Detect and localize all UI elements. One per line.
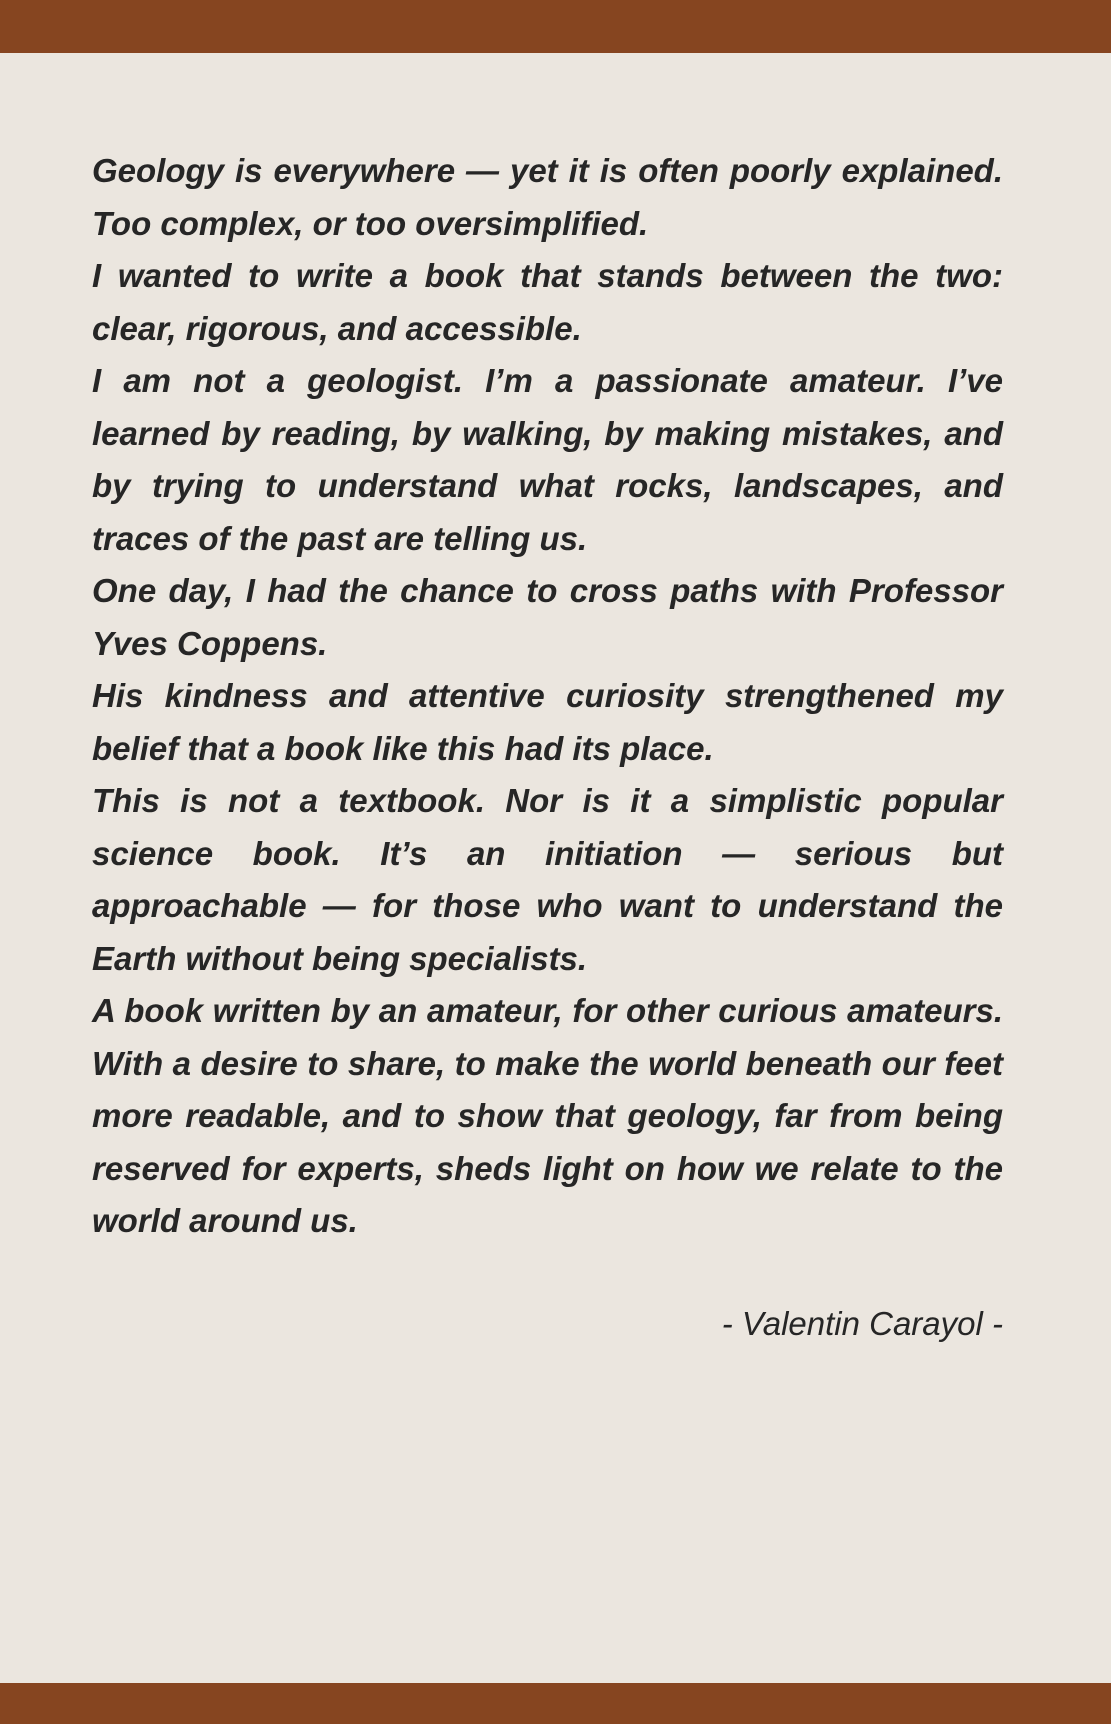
paragraph-closing: A book written by an amateur, for other curious amateurs. With a desire to share, to make the world beneath our feet more readable, and to show that geology, far from being reserved for experts, sheds light on how we relate to the world around us.: [92, 992, 1003, 1239]
paragraph-purpose: I wanted to write a book that stands between the two: clear, rigorous, and accessible.: [92, 257, 1003, 347]
paragraph-coppens: One day, I had the chance to cross paths with Professor Yves Coppens.: [92, 572, 1003, 662]
back-cover-text: [92, 145, 1003, 1248]
paragraph-not-textbook: This is not a textbook. Nor is it a simplistic popular science book. It’s an initiation — serious but approachable — for those who want to understand the Earth without being specialists.: [92, 782, 1003, 977]
paragraph-intro: Geology is everywhere — yet it is often poorly explained. Too complex, or too oversimplified.: [92, 152, 1003, 242]
bottom-color-band: [0, 1683, 1111, 1724]
author-signature: - Valentin Carayol -: [721, 1305, 1003, 1342]
paragraph-amateur: I am not a geologist. I’m a passionate amateur. I’ve learned by reading, by walking, by making mistakes, and by trying to understand what rocks, landscapes, and traces of the past are telling us.: [92, 362, 1003, 557]
paragraph-kindness: His kindness and attentive curiosity strengthened my belief that a book like this had its place.: [92, 677, 1003, 767]
top-color-band: [0, 0, 1111, 53]
